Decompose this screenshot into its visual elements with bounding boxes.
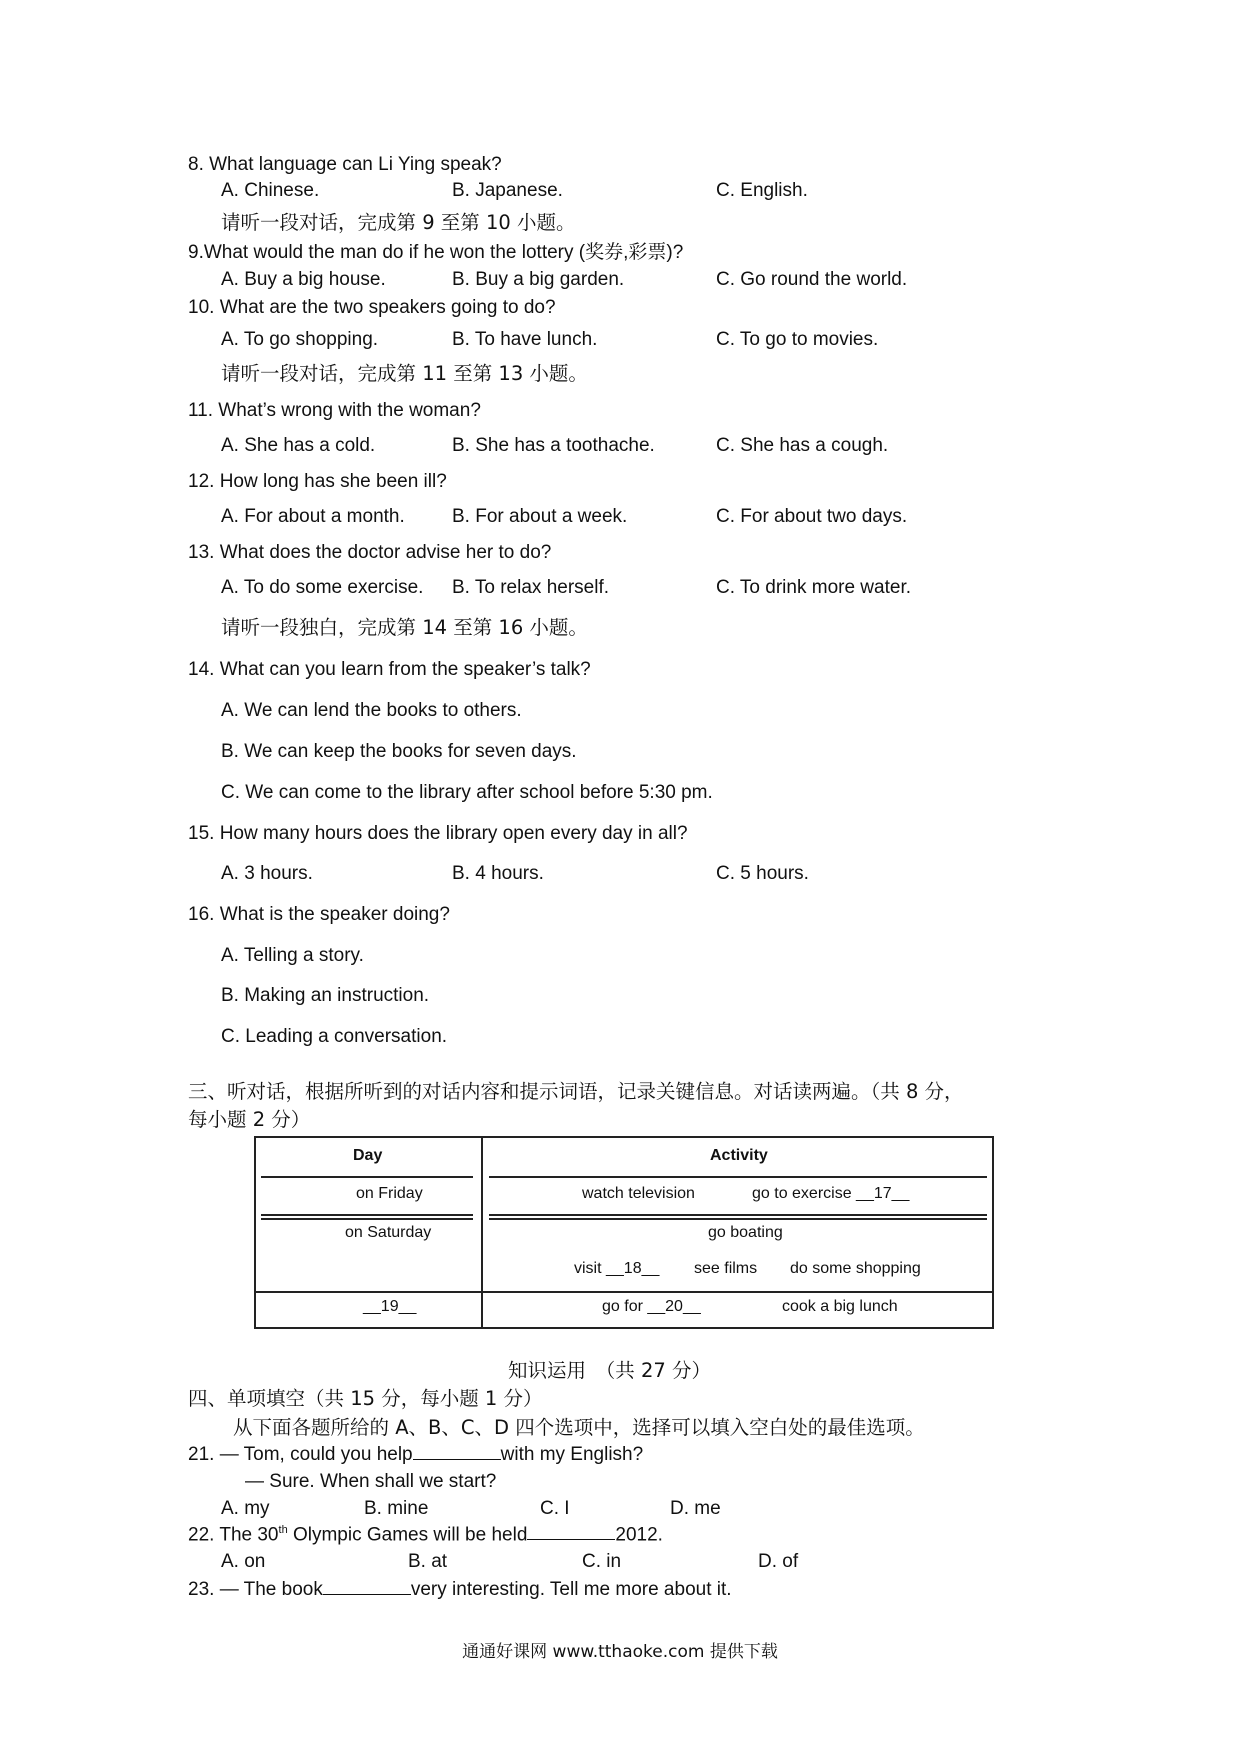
table-row3-activity-1: go for __20__ [602,1298,701,1315]
table-rule [489,1176,987,1178]
q23-stem-pre: 23. — The book [188,1579,323,1600]
section4-heading: 四、单项填空（共 15 分，每小题 1 分） [188,1387,543,1410]
table-rule [489,1214,987,1216]
q12-option-a: A. For about a month. [221,506,405,527]
q10-stem: 10. What are the two speakers going to do? [188,297,556,318]
q13-option-b: B. To relax herself. [452,577,610,598]
table-rule [256,1291,992,1293]
q22-option-a: A. on [221,1551,266,1572]
table-header-day: Day [353,1147,383,1164]
q21-option-a: A. my [221,1498,270,1519]
q15-option-b: B. 4 hours. [452,863,544,884]
q23-blank [323,1593,411,1595]
q12-stem: 12. How long has she been ill? [188,471,447,492]
q21-stem [188,1445,643,1464]
section3-heading-line2: 每小题 2 分） [188,1108,311,1131]
q22-stem-mid: Olympic Games will be held [287,1524,528,1546]
table-row2-activity-1: go boating [708,1224,783,1241]
q11-stem: 11. What’s wrong with the woman? [188,400,481,421]
q23-stem [188,1580,732,1599]
table-rule [261,1214,473,1216]
q14-option-b: B. We can keep the books for seven days. [221,741,577,762]
q21-stem-pre: 21. — Tom, could you help [188,1444,413,1465]
q21-option-b: B. mine [364,1498,429,1519]
key-info-table [254,1136,994,1329]
q15-option-c: C. 5 hours. [716,863,809,884]
q8-stem: 8. What language can Li Ying speak? [188,154,502,175]
table-row2-activity-3: see films [694,1260,758,1277]
q13-option-c: C. To drink more water. [716,577,912,598]
q8-option-a: A. Chinese. [221,180,320,201]
page-footer: 通通好课网 www.tthaoke.com 提供下载 [462,1642,778,1662]
q13-option-a: A. To do some exercise. [221,577,424,598]
q16-option-c: C. Leading a conversation. [221,1026,448,1047]
q11-option-b: B. She has a toothache. [452,435,655,456]
q10-option-a: A. To go shopping. [221,329,379,350]
table-rule [261,1176,473,1178]
table-row1-activity-2: go to exercise __17__ [752,1185,910,1202]
q21-stem-post: with my English? [500,1444,644,1465]
table-header-activity: Activity [710,1147,768,1164]
q16-option-a: A. Telling a story. [221,945,364,966]
table-row2-activity-4: do some shopping [790,1260,921,1277]
instruction-11-13: 请听一段对话，完成第 11 至第 13 小题。 [221,362,588,385]
q22-stem [188,1525,663,1544]
q22-stem-pre: 22. The 30 [188,1524,279,1546]
table-row3-day: __19__ [363,1298,417,1315]
table-row2-activity-2: visit __18__ [574,1260,660,1277]
q9-stem: 9.What would the man do if he won the lottery (奖券,彩票)? [188,242,684,263]
q10-option-b: B. To have lunch. [452,329,598,350]
q11-option-c: C. She has a cough. [716,435,889,456]
table-column-divider [481,1138,483,1327]
part-title: 知识运用 （共 27 分） [508,1359,711,1382]
q14-option-a: A. We can lend the books to others. [221,700,522,721]
q21-option-c: C. I [540,1498,570,1519]
q10-option-c: C. To go to movies. [716,329,879,350]
q21-blank [413,1458,501,1460]
q16-option-b: B. Making an instruction. [221,985,430,1006]
instruction-9-10: 请听一段对话，完成第 9 至第 10 小题。 [221,211,576,234]
instruction-14-16: 请听一段独白，完成第 14 至第 16 小题。 [221,616,588,639]
q22-superscript: th [278,1524,288,1536]
q9-option-a: A. Buy a big house. [221,269,386,290]
table-row2-day: on Saturday [345,1224,432,1241]
q12-option-b: B. For about a week. [452,506,628,527]
q22-option-c: C. in [582,1551,622,1572]
q23-stem-post: very interesting. Tell me more about it. [410,1579,732,1600]
q14-option-c: C. We can come to the library after school before 5:30 pm. [221,782,713,803]
q16-stem: 16. What is the speaker doing? [188,904,450,925]
q8-option-b: B. Japanese. [452,180,563,201]
q21-option-d: D. me [670,1498,721,1519]
q12-option-c: C. For about two days. [716,506,908,527]
q22-option-d: D. of [758,1551,799,1572]
q22-stem-post: 2012. [615,1524,663,1546]
q8-option-c: C. English. [716,180,808,201]
q9-option-c: C. Go round the world. [716,269,908,290]
q11-option-a: A. She has a cold. [221,435,376,456]
table-rule [489,1218,987,1220]
q9-option-b: B. Buy a big garden. [452,269,625,290]
q14-stem: 14. What can you learn from the speaker’s talk? [188,659,591,680]
q22-blank [527,1538,615,1540]
table-rule [261,1218,473,1220]
q15-stem: 15. How many hours does the library open every day in all? [188,823,688,844]
q22-option-b: B. at [408,1551,448,1572]
section3-heading-line1: 三、听对话，根据所听到的对话内容和提示词语，记录关键信息。对话读两遍。（共 8 分， [188,1080,964,1103]
table-row1-activity-1: watch television [582,1185,695,1202]
q21-reply: — Sure. When shall we start? [245,1471,497,1492]
table-row3-activity-2: cook a big lunch [782,1298,898,1315]
q15-option-a: A. 3 hours. [221,863,313,884]
section4-instruction: 从下面各题所给的 A、B、C、D 四个选项中，选择可以填入空白处的最佳选项。 [233,1416,925,1439]
q13-stem: 13. What does the doctor advise her to do? [188,542,552,563]
table-row1-day: on Friday [356,1185,423,1202]
